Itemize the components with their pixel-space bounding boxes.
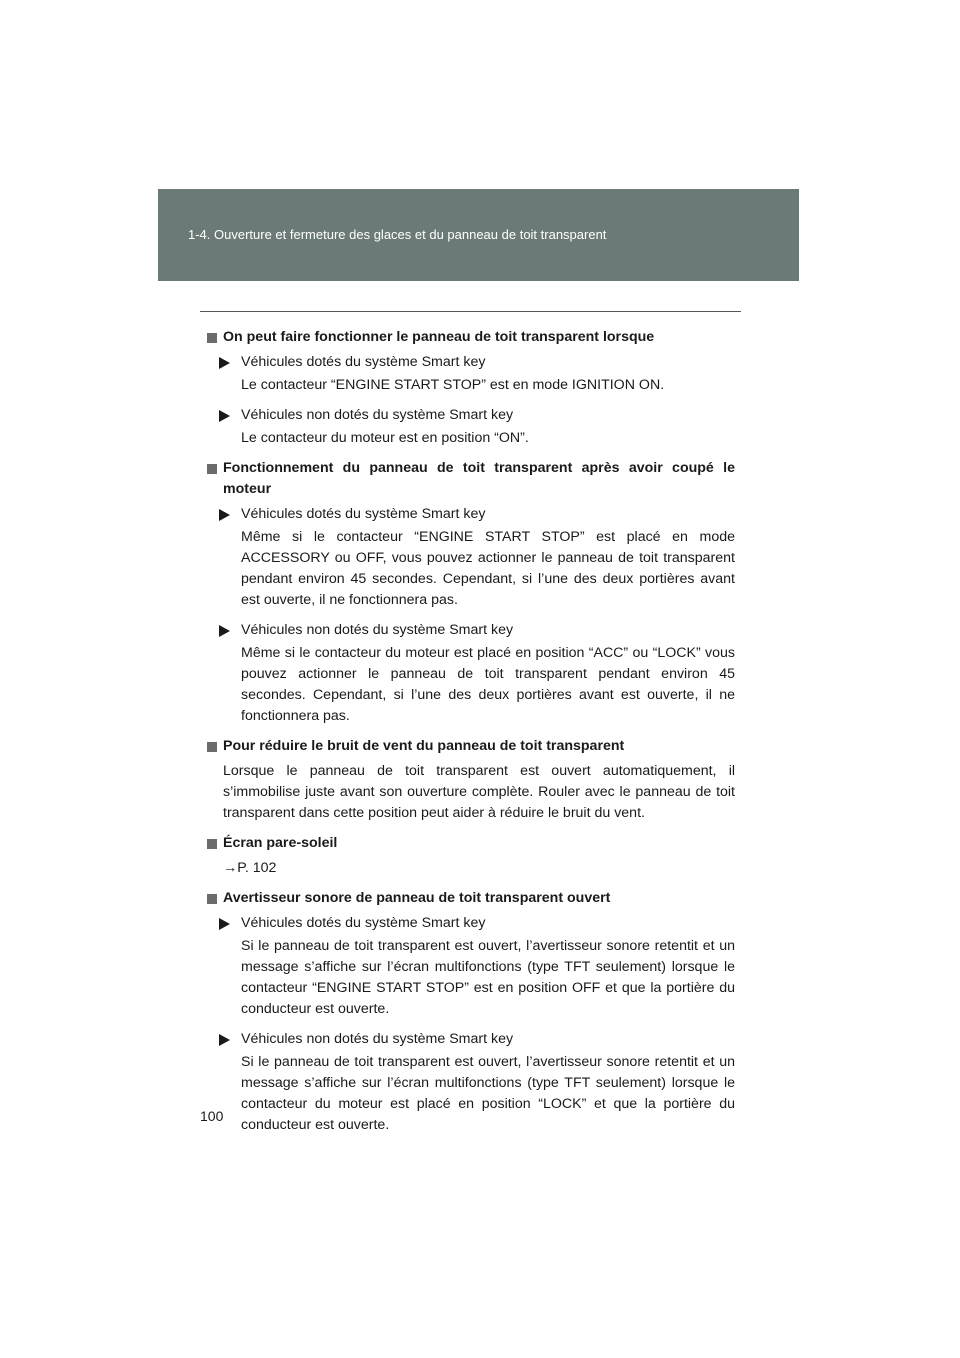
section-heading (207, 833, 735, 854)
page-number: 100 (200, 1108, 224, 1124)
body-paragraph: Même si le contacteur du moteur est placé en position “ACC” ou “LOCK” vous pouvez actionner le panneau de toit transparent pendant environ 45 secondes. Cependant, si l’une des deux portières avant est ouverte, il ne fonctionnera pas. (241, 645, 735, 724)
vehicle-type-text: Véhicules non dotés du système Smart key (241, 1031, 514, 1047)
section-heading-text: Avertisseur sonore de panneau de toit transparent ouvert (223, 890, 611, 906)
section-heading-text: Pour réduire le bruit de vent du panneau de toit transparent (223, 738, 625, 754)
body-paragraph: Lorsque le panneau de toit transparent est ouvert automatiquement, il s’immobilise juste avant son ouverture complète. Rouler avec le panneau de toit transparent dans cette position peut aider à réduire le bruit du vent. (223, 763, 735, 821)
section-heading-text: On peut faire fonctionner le panneau de toit transparent lorsque (223, 329, 655, 345)
vehicle-type-label (207, 913, 735, 934)
vehicle-type-text: Véhicules dotés du système Smart key (241, 354, 486, 370)
section-heading (207, 736, 735, 757)
square-bullet-icon (207, 839, 217, 849)
section-heading-text: Écran pare-soleil (223, 835, 338, 851)
triangle-bullet-icon (219, 509, 230, 521)
triangle-bullet-icon (219, 1034, 230, 1046)
vehicle-type-label (207, 1029, 735, 1050)
vehicle-type-text: Véhicules non dotés du système Smart key (241, 407, 514, 423)
square-bullet-icon (207, 464, 217, 474)
section-heading-text: Fonctionnement du panneau de toit transparent après avoir coupé le moteur (223, 460, 735, 497)
page-content (207, 327, 735, 1145)
section-heading (207, 327, 735, 348)
vehicle-type-label (207, 620, 735, 641)
chapter-header-band (158, 189, 799, 281)
header-divider (200, 311, 741, 312)
triangle-bullet-icon (219, 625, 230, 637)
section-heading (207, 888, 735, 909)
triangle-bullet-icon (219, 410, 230, 422)
triangle-bullet-icon (219, 357, 230, 369)
square-bullet-icon (207, 333, 217, 343)
square-bullet-icon (207, 742, 217, 752)
chapter-title: 1-4. Ouverture et fermeture des glaces et du panneau de toit transparent (188, 227, 607, 242)
vehicle-type-text: Véhicules non dotés du système Smart key (241, 622, 514, 638)
body-paragraph: Même si le contacteur “ENGINE START STOP” est placé en mode ACCESSORY ou OFF, vous pouvez actionner le panneau de toit transparent pendant environ 45 secondes. Cependant, si l’une des deux portières avant est ouverte, il ne fonctionnera pas. (241, 529, 735, 608)
body-paragraph: Si le panneau de toit transparent est ouvert, l’avertisseur sonore retentit et un message s’affiche sur l’écran multifonctions (type TFT seulement) lorsque le contacteur du moteur est placé en position “LOCK” et que la portière du conducteur est ouverte. (241, 1054, 735, 1133)
vehicle-type-text: Véhicules dotés du système Smart key (241, 506, 486, 522)
vehicle-type-text: Véhicules dotés du système Smart key (241, 915, 486, 931)
vehicle-type-label (207, 504, 735, 525)
body-paragraph: Le contacteur “ENGINE START STOP” est en mode IGNITION ON. (241, 377, 665, 393)
vehicle-type-label (207, 352, 735, 373)
section-heading (207, 458, 735, 500)
page-reference-link[interactable]: →P. 102 (223, 860, 277, 876)
square-bullet-icon (207, 894, 217, 904)
body-paragraph: Le contacteur du moteur est en position “ON”. (241, 430, 529, 446)
vehicle-type-label (207, 405, 735, 426)
triangle-bullet-icon (219, 918, 230, 930)
body-paragraph: Si le panneau de toit transparent est ouvert, l’avertisseur sonore retentit et un message s’affiche sur l’écran multifonctions (type TFT seulement) lorsque le contacteur “ENGINE START STOP” est en position OFF et que la portière du conducteur est ouverte. (241, 938, 735, 1017)
